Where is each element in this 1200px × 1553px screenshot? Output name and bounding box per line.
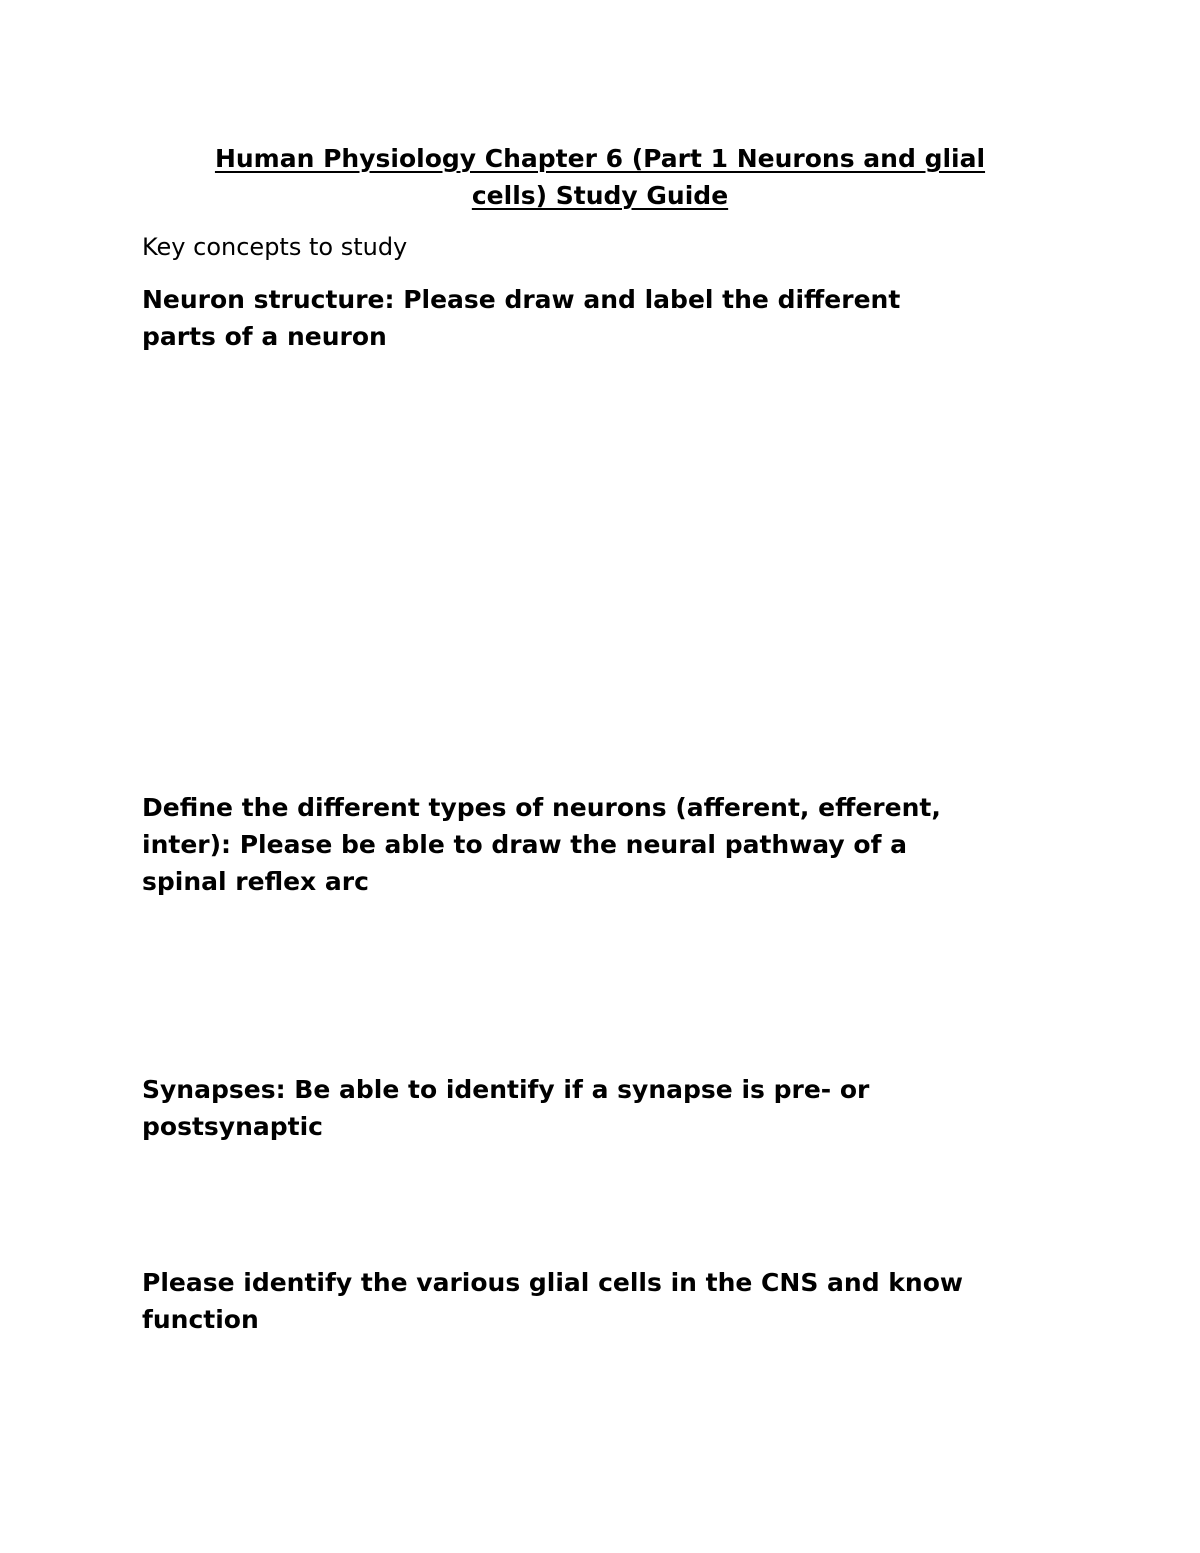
section-line: function <box>142 1305 259 1334</box>
section-line: postsynaptic <box>142 1112 323 1141</box>
section-synapses <box>142 1071 1058 1145</box>
page-title-line-1: Human Physiology Chapter 6 (Part 1 Neurons and glial <box>214 144 986 173</box>
section-line: Please identify the various glial cells in the CNS and know <box>142 1268 963 1297</box>
section-neuron-structure <box>142 281 1058 355</box>
section-line: Neuron structure: Please draw and label the different <box>142 285 901 314</box>
section-line: Synapses: Be able to identify if a synapse is pre- or <box>142 1075 870 1104</box>
intro-text: Key concepts to study <box>142 233 408 261</box>
section-line: parts of a neuron <box>142 322 387 351</box>
section-neuron-types <box>142 789 1058 900</box>
page-title-line-2: cells) Study Guide <box>471 181 729 210</box>
section-glial-cells <box>142 1264 1058 1338</box>
page-title <box>142 140 1058 214</box>
section-line: Define the different types of neurons (afferent, efferent, <box>142 793 941 822</box>
section-line: spinal reflex arc <box>142 867 369 896</box>
section-line: inter): Please be able to draw the neural pathway of a <box>142 830 908 859</box>
